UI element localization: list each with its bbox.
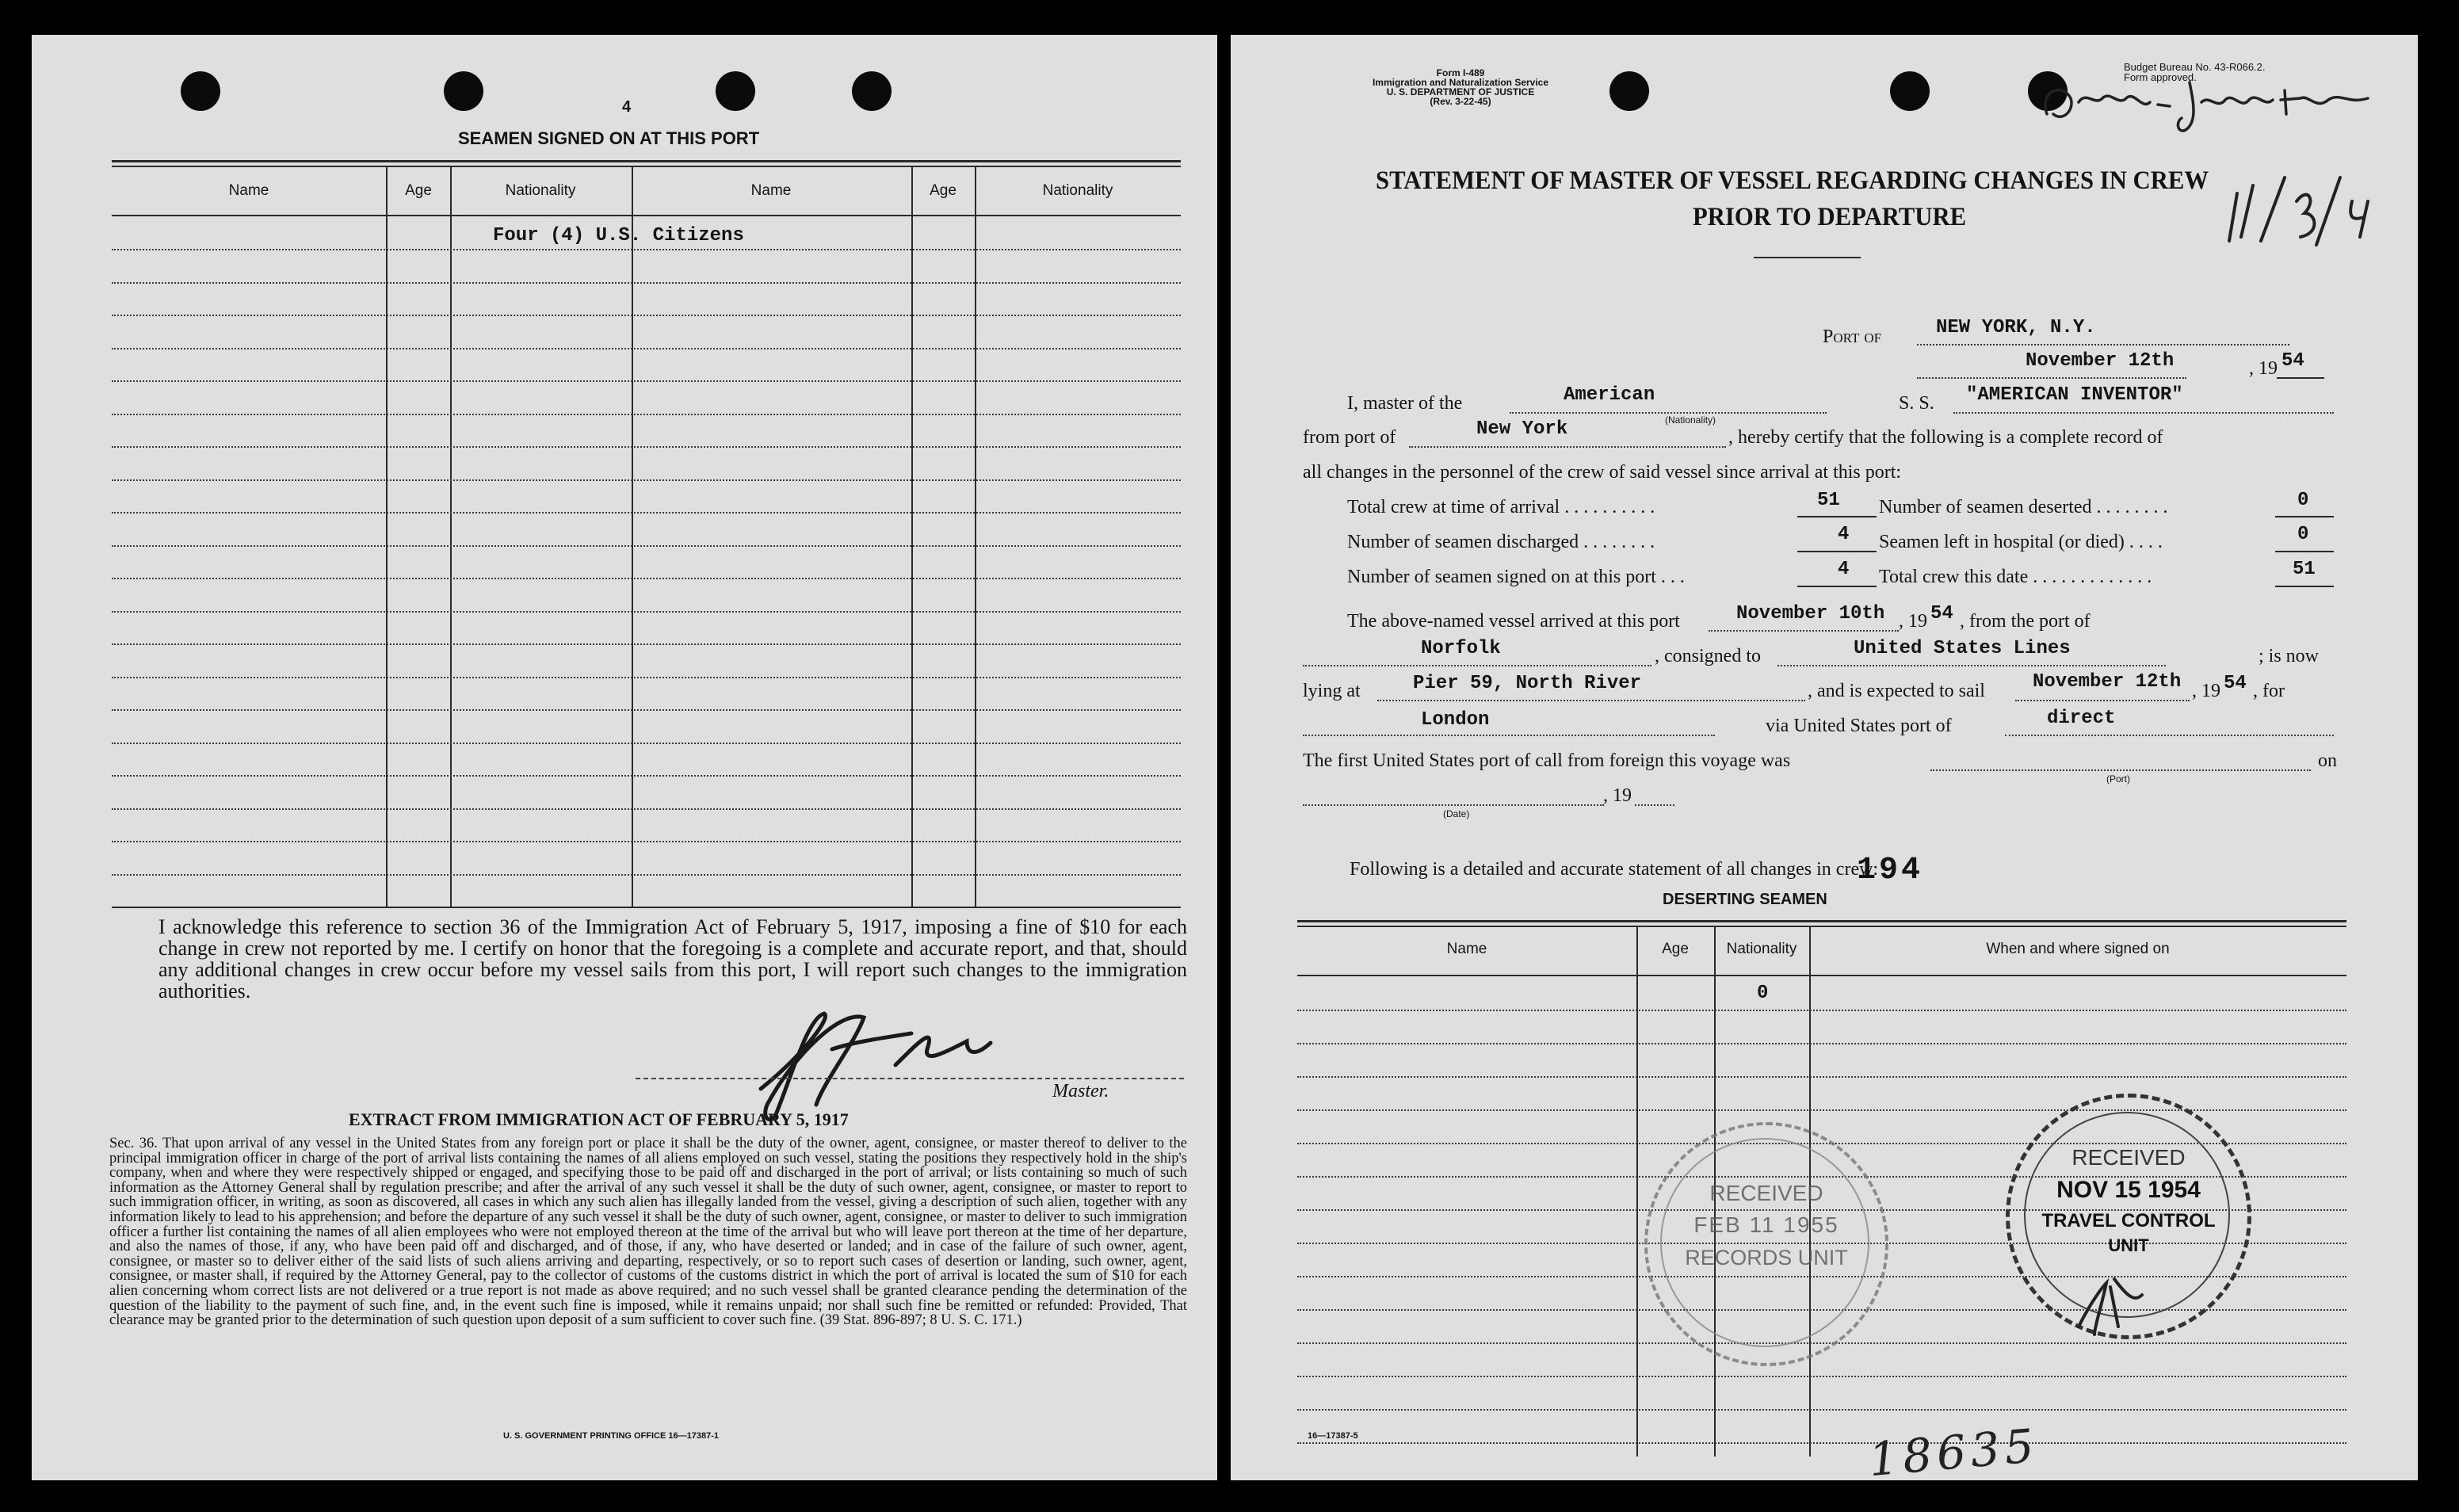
punch-hole (1609, 71, 1649, 111)
col-header-nationality: Nationality (505, 182, 576, 199)
handwritten-file-number: 18635 (1866, 1418, 2041, 1487)
table-row (112, 808, 1181, 810)
table-row (112, 677, 1181, 678)
sail-date: November 12th (2033, 671, 2182, 693)
consignee-value: United States Lines (1854, 638, 2071, 659)
form-title-line2: PRIOR TO DEPARTURE (1693, 203, 1967, 231)
sail-year: 54 (2224, 673, 2247, 694)
col-header-name: Name (228, 182, 269, 199)
statement-year: 54 (2281, 350, 2304, 372)
col-header-name: Name (1446, 941, 1487, 957)
acknowledgement-text: I acknowledge this reference to section 36 of the Immigration Act of February 5, 1917, imposing a fine of $10 for each change in crew not reported by me. I certify on honor that the foregoing is a complete and accurate report, and that, should any additional changes in crew occur before my vessel sails from this port, I will report such changes to the immigration authorities. (158, 915, 1187, 1002)
form-title-line1: STATEMENT OF MASTER OF VESSEL REGARDING CHANGES IN CREW (1376, 166, 2209, 195)
table-row (112, 414, 1181, 415)
sail-year-prefix: , 19 (2192, 681, 2220, 701)
table-row (112, 643, 1181, 645)
master-label: Master. (1052, 1081, 1109, 1102)
from-port2-value: Norfolk (1421, 638, 1501, 659)
stat-label-signed-on: Number of seamen signed on at this port . . . (1347, 567, 1685, 587)
printing-office-footer: U. S. GOVERNMENT PRINTING OFFICE 16—17387-1 (503, 1431, 720, 1441)
received-travel-control-stamp: RECEIVED NOV 15 1954 TRAVEL CONTROL UNIT (2006, 1094, 2251, 1339)
table-row (112, 380, 1181, 382)
lying-at-label: lying at (1303, 681, 1361, 701)
extract-title: EXTRACT FROM IMMIGRATION ACT OF FEBRUARY 5, 1917 (349, 1109, 849, 1129)
stat-value-total-date: 51 (2293, 559, 2316, 580)
nationality-note: (Nationality) (1665, 414, 1716, 426)
col-header-age: Age (930, 182, 956, 199)
nationality-value: American (1564, 384, 1655, 406)
from-the-port-of: , from the port of (1960, 611, 2091, 632)
table-row (1297, 1442, 2346, 1444)
via-value: direct (2047, 708, 2116, 729)
table-row (112, 611, 1181, 613)
punch-hole (852, 71, 892, 111)
from-port-value: New York (1476, 418, 1568, 440)
port-of-value: NEW YORK, N.Y. (1936, 317, 2096, 338)
table-row (112, 512, 1181, 514)
certify-text: , hereby certify that the following is a complete record of (1728, 427, 2163, 448)
page-number: 4 (622, 98, 632, 116)
ss-label: S. S. (1899, 393, 1934, 414)
for-label: , for (2253, 681, 2285, 701)
lying-at-value: Pier 59, North River (1413, 673, 1642, 694)
table-row (112, 775, 1181, 777)
table-row (112, 315, 1181, 316)
arrived-label: The above-named vessel arrived at this port (1347, 611, 1680, 632)
received-records-stamp: RECEIVED FEB 11 1955 RECORDS UNIT (1644, 1122, 1888, 1366)
arrived-date: November 10th (1736, 603, 1885, 624)
first-port-text: The first United States port of call from foreign this voyage was (1303, 750, 1791, 771)
table-row (1297, 1409, 2346, 1411)
consigned-to-label: , consigned to (1655, 646, 1761, 666)
col-header-name: Name (750, 182, 792, 199)
table-row (112, 709, 1181, 711)
table-entry: Four (4) U.S. Citizens (493, 225, 744, 246)
table-row (112, 743, 1181, 744)
punch-hole (716, 71, 755, 111)
section-title: SEAMEN SIGNED ON AT THIS PORT (458, 128, 760, 148)
is-now-label: ; is now (2259, 646, 2320, 666)
stat-value-signed-on: 4 (1838, 559, 1850, 580)
table-row (112, 545, 1181, 547)
stat-value-total-arrival: 51 (1817, 490, 1840, 511)
from-port-label: from port of (1303, 427, 1396, 448)
col-header-age: Age (405, 182, 432, 199)
stat-value-discharged: 4 (1838, 524, 1850, 545)
table-row (112, 479, 1181, 481)
date-note: (Date) (1443, 808, 1470, 819)
year-19-label: , 19 (1603, 785, 1632, 806)
table-row (112, 249, 1181, 250)
table-row (112, 348, 1181, 349)
handwritten-date (2205, 170, 2380, 249)
deserting-entry: 0 (1757, 983, 1769, 1004)
table-row (112, 578, 1181, 579)
stat-value-hospital: 0 (2297, 524, 2309, 545)
statement-date: November 12th (2026, 350, 2175, 372)
stat-label-discharged: Number of seamen discharged . . . . . . . . (1347, 532, 1655, 552)
table-row (112, 874, 1181, 876)
punch-hole (1890, 71, 1930, 111)
stat-label-total-arrival: Total crew at time of arrival . . . . . . . . . . (1347, 497, 1655, 517)
all-changes-text: all changes in the personnel of the crew of said vessel since arrival at this port: (1303, 462, 1902, 483)
form-footer: 16—17387-5 (1308, 1431, 1358, 1441)
budget-bureau: Budget Bureau No. 43-R066.2. Form approved. (2124, 61, 2266, 83)
on-label: on (2318, 750, 2337, 771)
col-header-nationality: Nationality (1042, 182, 1113, 199)
following-text: Following is a detailed and accurate statement of all changes in crew: (1350, 859, 1879, 880)
col-header-when-where: When and where signed on (1986, 941, 2170, 957)
via-label: via United States port of (1766, 716, 1952, 736)
table-row (1297, 1043, 2346, 1044)
table-row (1297, 1076, 2346, 1078)
deserting-seamen-title: DESERTING SEAMEN (1663, 891, 1827, 908)
col-header-age: Age (1662, 941, 1689, 957)
stamped-number: 194 (1857, 853, 1924, 888)
expected-text: , and is expected to sail (1808, 681, 1985, 701)
table-row (1297, 1010, 2346, 1011)
punch-hole (181, 71, 220, 111)
master-signature-line (636, 1078, 1184, 1079)
date-year-prefix: , 19 (2249, 358, 2278, 379)
handwritten-ship-name (2031, 67, 2380, 138)
right-page (1231, 35, 2418, 1487)
stat-label-deserted: Number of seamen deserted . . . . . . . . (1879, 497, 2168, 517)
table-row (112, 841, 1181, 842)
table-row (112, 446, 1181, 448)
arrived-year-prefix: , 19 (1899, 611, 1927, 632)
stat-label-hospital: Seamen left in hospital (or died) . . . . (1879, 532, 2163, 552)
left-page (32, 35, 1217, 1480)
ship-name: "AMERICAN INVENTOR" (1966, 384, 2183, 406)
master-of-label: I, master of the (1347, 393, 1463, 414)
extract-text: Sec. 36. That upon arrival of any vessel in the United States from any foreign port or place it shall be the duty of the owner, agent, consignee, or master thereof to deliver to the principal immigration officer in charge of the port of arrival lists containing the names of all aliens employed on such vessel, stating the positions they respectively hold in the ship's company, when and where they were respectively shipped or engaged, and specifying those to be paid off and discharged in the port of arrival; or lists containing so much of such information as the Attorney General shall by regulation prescribe; and after the arrival of any such vessel it shall be the duty of such owner, agent, consignee, or master to report to such immigration officer, in writing, as soon as discovered, all cases in which any such alien has illegally landed from the vessel, giving a description of such alien, together with any information likely to lead to his apprehension; and before the departure of any such vessel it shall be the duty of such owner, agent, consignee, or master to deliver to such immigration officer a further list containing the names of all alien employees who were not employed thereon at the time of the arrival but who will leave port thereon at the time of her departure, and also the names of those, if any, who have been paid off and discharged, and of those, if any, who have deserted or landed; and in case of the failure of such owner, agent, consignee, or master so to deliver either of the said lists of such aliens arriving and departing, respectively, or so to report such cases of desertion or landing, such owner, agent, consignee, or master shall, if required by the Attorney General, pay to the collector of customs of the customs district in which the port of arrival is located the sum of $10 for each alien concerning whom correct lists are not delivered or a true report is not made as above required; and no such vessel shall be granted clearance pending the determination of the question of the liability to the payment of such fine, and, in the event such fine is imposed, while it remains unpaid; nor shall such fine be remitted or refunded: Provided, That clearance may be granted prior to the determination of such question upon deposit of a sum sufficient to cover such fine. (39 Stat. 896-897; 8 U. S. C. 171.) (109, 1136, 1187, 1329)
table-row (112, 282, 1181, 284)
port-note: (Port) (2106, 773, 2130, 785)
title-rule (1754, 257, 1861, 258)
destination-value: London (1421, 709, 1490, 731)
stat-label-total-date: Total crew this date . . . . . . . . . . . . . (1879, 567, 2152, 587)
stat-value-deserted: 0 (2297, 490, 2309, 511)
table-row (1297, 1376, 2346, 1377)
form-header: Form I-489 Immigration and Naturalization Service U. S. DEPARTMENT OF JUSTICE (Rev. 3-22-45) (1372, 67, 1549, 107)
port-of-label: Port of (1823, 326, 1882, 347)
stamp-initials (2071, 1271, 2150, 1342)
punch-hole (444, 71, 483, 111)
arrived-year: 54 (1930, 603, 1953, 624)
col-header-nationality: Nationality (1726, 941, 1797, 957)
